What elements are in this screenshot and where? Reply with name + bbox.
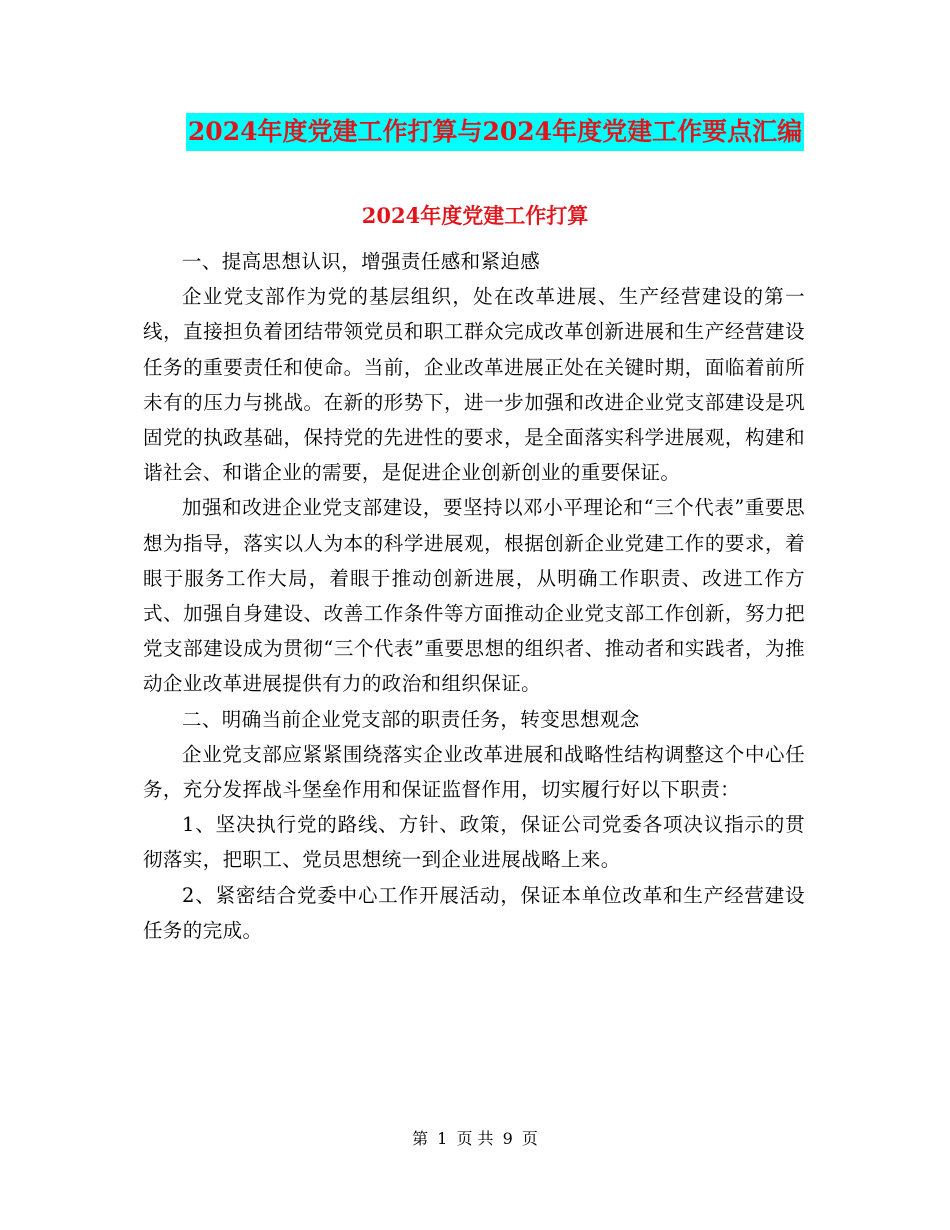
footer-prefix: 第 — [412, 1129, 429, 1148]
paragraph: 企业党支部作为党的基层组织，处在改革进展、生产经营建设的第一线，直接担负着团结带领党员和职工群众完成改革创新进展和生产经营建设任务的重要责任和使命。当前，企业改革进展正处在关键时期，面临着前所未有的压力与挑战。在新的形势下，进一步加强和改进企业党支部建设是巩固党的执政基础，保持党的先进性的要求，是全面落实科学进展观，构建和谐社会、和谐企业的需要，是促进企业创新创业的重要保证。 — [143, 285, 805, 485]
main-title: 2024年度党建工作打算与2024年度党建工作要点汇编 — [186, 113, 804, 151]
main-title-container — [0, 113, 950, 151]
section-title: 2024年度党建工作打算 — [361, 203, 589, 228]
paragraph-heading-2: 二、明确当前企业党支部的职责任务，转变思想观念 — [182, 707, 640, 731]
paragraph: 加强和改进企业党支部建设，要坚持以邓小平理论和“三个代表”重要思想为指导，落实以人为本的科学进展观，根据创新企业党建工作的要求，着眼于服务工作大局，着眼于推动创新进展，从明确工作职责、改进工作方式、加强自身建设、改善工作条件等方面推动企业党支部工作创新，努力把党支部建设成为贯彻“三个代表”重要思想的组织者、推动者和实践者，为推动企业改革进展提供有力的政治和组织保证。 — [143, 496, 805, 696]
paragraph: 企业党支部应紧紧围绕落实企业改革进展和战略性结构调整这个中心任务，充分发挥战斗堡垒作用和保证监督作用，切实履行好以下职责： — [143, 742, 805, 802]
paragraph-heading-1: 一、提高思想认识，增强责任感和紧迫感 — [182, 250, 541, 273]
list-item: 1、坚决执行党的路线、方针、政策，保证公司党委各项决议指示的贯彻落实，把职工、党员思想统一到企业进展战略上来。 — [143, 813, 805, 872]
document-body — [143, 244, 805, 948]
current-page-number: 1 — [437, 1129, 448, 1148]
list-item: 2、紧密结合党委中心工作开展活动，保证本单位改革和生产经营建设任务的完成。 — [143, 883, 805, 942]
footer-suffix: 页 — [521, 1129, 538, 1148]
footer-middle: 页 共 — [456, 1129, 494, 1148]
page-footer — [0, 1128, 950, 1150]
total-page-count: 9 — [502, 1129, 513, 1148]
